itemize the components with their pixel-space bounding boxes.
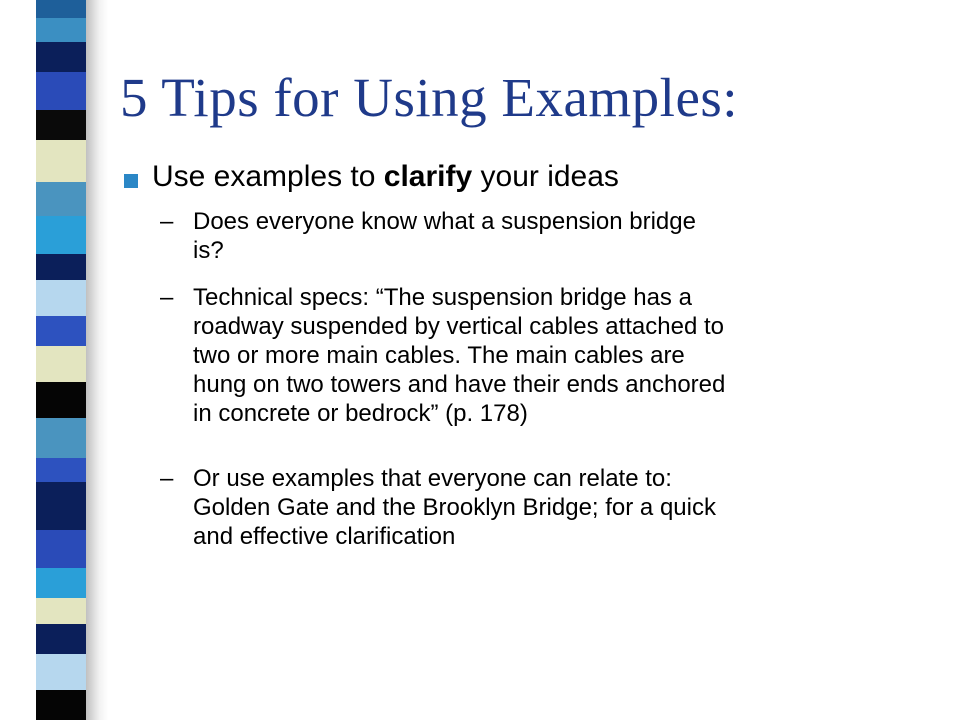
stripe-block [36,0,86,18]
stripe-block [36,280,86,316]
stripe-block [36,598,86,624]
stripe-block [36,140,86,182]
stripe-block [36,458,86,482]
stripe-block [36,624,86,654]
dash-marker: – [160,208,174,235]
stripe-block [36,72,86,110]
stripe-block [36,418,86,458]
sub-point-text: Technical specs: “The suspension bridge has a roadway suspended by vertical cables attached to two or more main cables. The main cables are hung on two towers and have their ends anchored in concrete or bedrock” (p. 178) [193,284,726,427]
bullet-text-post: your ideas [472,160,619,193]
square-bullet-icon [124,174,138,188]
dash-marker: – [160,284,174,311]
stripe-block [36,42,86,72]
stripe-block [36,690,86,720]
sub-point-3 [160,464,920,551]
slide-title: 5 Tips for Using Examples: [120,67,739,128]
stripe-block [36,182,86,216]
stripe-block [36,530,86,568]
stripe-block [36,654,86,690]
dash-marker: – [160,465,174,492]
sub-point-2 [160,283,920,428]
stripe-block [36,316,86,346]
main-bullet-text [152,160,619,194]
bullet-text-pre: Use examples to [152,160,384,193]
stripe-block [36,382,86,418]
sub-point-1 [160,207,920,265]
stripe-block [36,482,86,530]
stripe-block [36,110,86,140]
sub-point-text: Or use examples that everyone can relate to: Golden Gate and the Brooklyn Bridge; for a quick and effective clarification [193,465,716,550]
stripe-block [36,568,86,598]
stripe-block [36,346,86,382]
stripe-block [36,216,86,254]
sub-point-text: Does everyone know what a suspension bridge is? [193,208,696,264]
decorative-stripe [36,0,86,720]
stripe-shadow [86,0,108,720]
stripe-block [36,254,86,280]
stripe-block [36,18,86,42]
bullet-text-bold: clarify [383,160,473,193]
